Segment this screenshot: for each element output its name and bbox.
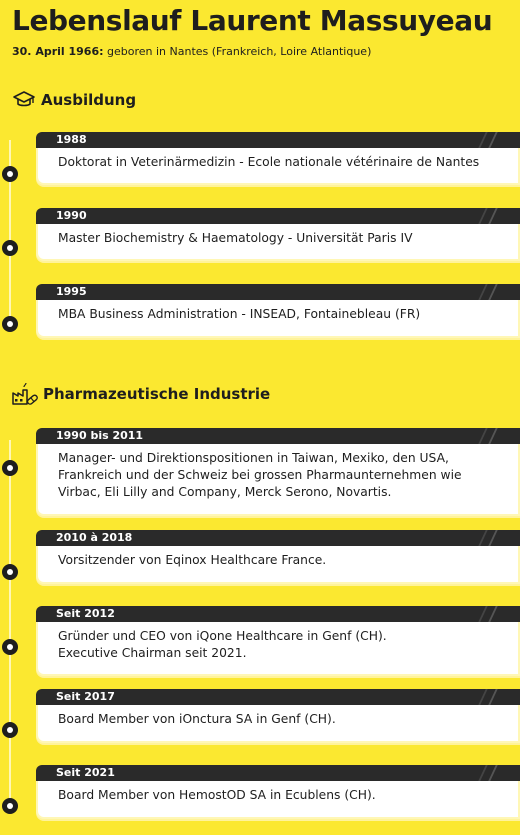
section-title: Pharmazeutische Industrie [43,385,271,403]
section-heading-pharma [12,382,270,406]
timeline-entry [0,208,520,263]
entry-text: Virbac, Eli Lilly and Company, Merck Serono, Novartis. [58,485,392,499]
timeline-entry [0,132,520,187]
timeline-dot [2,639,18,655]
entry-year: 1988 [36,132,520,148]
factory-pill-icon [12,382,38,406]
entry-text: Vorsitzender von Eqinox Healthcare France. [58,553,327,567]
entry-card [36,622,520,676]
entry-text: Gründer und CEO von iQone Healthcare in Genf (CH). [58,629,387,643]
timeline-entry [0,284,520,339]
timeline-entry [0,530,520,585]
timeline-dot [2,316,18,332]
timeline-entry [0,689,520,744]
graduation-cap-icon [12,90,36,110]
entry-year: Seit 2012 [36,606,520,622]
entry-year: Seit 2017 [36,689,520,705]
entry-text: Doktorat in Veterinärmedizin - Ecole nationale vétérinaire de Nantes [58,155,480,169]
timeline-dot [2,240,18,256]
birth-info [12,45,371,58]
timeline-dot [2,166,18,182]
section-heading-education [12,90,136,110]
entry-text: Manager- und Direktionspositionen in Taiwan, Mexiko, den USA, [58,451,449,465]
entry-year: 1990 bis 2011 [36,428,520,444]
entry-card [36,705,520,743]
timeline-entry [0,606,520,674]
birth-date: 30. April 1966: [12,45,104,58]
timeline-entry [0,428,520,516]
entry-card [36,224,520,261]
entry-year: 2010 à 2018 [36,530,520,546]
entry-text: Frankreich und der Schweiz bei grossen Pharmaunternehmen wie [58,468,462,482]
entry-year: 1990 [36,208,520,224]
timeline-dot [2,460,18,476]
entry-year: 1995 [36,284,520,300]
entry-card [36,781,520,819]
section-title: Ausbildung [41,91,137,109]
entry-card [36,444,520,516]
entry-card [36,546,520,584]
entry-text: MBA Business Administration - INSEAD, Fontainebleau (FR) [58,307,421,321]
page-title: Lebenslauf Laurent Massuyeau [12,4,493,37]
entry-year: Seit 2021 [36,765,520,781]
entry-card [36,148,520,185]
entry-text: Board Member von HemostOD SA in Ecublens (CH). [58,788,376,802]
timeline-entry [0,765,520,820]
birth-text: geboren in Nantes (Frankreich, Loire Atlantique) [103,45,372,58]
timeline-dot [2,564,18,580]
timeline-dot [2,722,18,738]
entry-text: Board Member von iOnctura SA in Genf (CH). [58,712,336,726]
entry-text: Master Biochemistry & Haematology - Universität Paris IV [58,231,413,245]
entry-card [36,300,520,338]
entry-text: Executive Chairman seit 2021. [58,646,247,660]
timeline-dot [2,798,18,814]
